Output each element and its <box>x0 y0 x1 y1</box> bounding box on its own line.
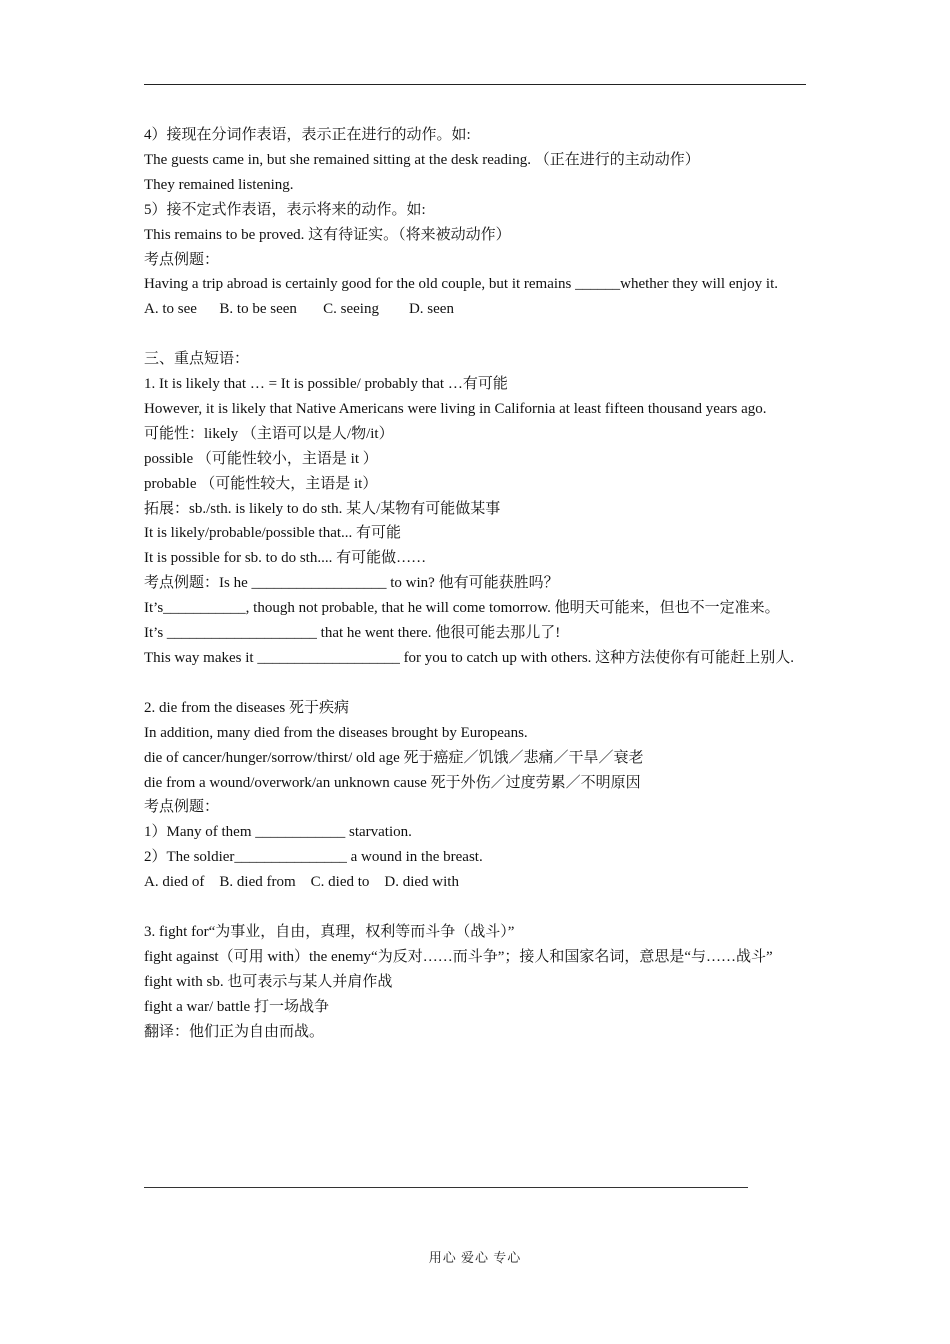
text-line: A. died of B. died from C. died to D. died with <box>144 874 459 891</box>
header-rule <box>144 84 806 85</box>
text-line: possible （可能性较小，主语是 it ） <box>144 450 378 467</box>
text-line: This remains to be proved. 这有待证实。（将来被动动作） <box>144 226 511 243</box>
blank-line <box>144 671 806 696</box>
text-line: It’s___________, though not probable, that he will come tomorrow. 他明天可能来，但也不一定准来。 <box>144 600 780 617</box>
text-line: die of cancer/hunger/sorrow/thirst/ old age 死于癌症／饥饿／悲痛／干旱／衰老 <box>144 749 644 766</box>
blank-line <box>144 322 806 347</box>
text-line: 4）接现在分词作表语，表示正在进行的动作。如: <box>144 127 471 143</box>
text-line: probable （可能性较大，主语是 it） <box>144 475 378 492</box>
text-line: In addition, many died from the diseases brought by Europeans. <box>144 724 528 741</box>
text-line: 1）Many of them ____________ starvation. <box>144 824 412 841</box>
text-line: 1. It is likely that … = It is possible/ probably that …有可能 <box>144 376 508 393</box>
page-footer: 用心 爱心 专心 <box>428 1250 522 1265</box>
text-line: 翻译：他们正为自由而战。 <box>144 1023 325 1040</box>
text-line: The guests came in, but she remained sitting at the desk reading. （正在进行的主动动作） <box>144 151 700 168</box>
text-line: However, it is likely that Native Americans were living in California at least fifteen thousand years ago. <box>144 400 767 417</box>
text-line: 可能性：likely （主语可以是人/物/it） <box>144 425 394 442</box>
section-heading: 三、重点短语： <box>144 351 250 368</box>
text-line: 3. fight for“为事业，自由，真理，权利等而斗争（战斗）” <box>144 923 515 940</box>
text-line: A. to see B. to be seen C. seeing D. seen <box>144 301 454 318</box>
text-line: They remained listening. <box>144 176 294 193</box>
text-line: This way makes it ___________________ for you to catch up with others. 这种方法使你有可能赶上别人. <box>144 650 794 667</box>
text-line: fight a war/ battle 打一场战争 <box>144 998 329 1015</box>
text-line: 考点例题： <box>144 251 220 268</box>
text-line: fight against（可用 with）the enemy“为反对……而斗争”；接人和国家名词，意思是“与……战斗” <box>144 948 773 965</box>
text-line: 2）The soldier_______________ a wound in the breast. <box>144 849 483 866</box>
text-line: fight with sb. 也可表示与某人并肩作战 <box>144 973 393 990</box>
text-line: It is likely/probable/possible that... 有可能 <box>144 525 402 542</box>
text-line: 考点例题： <box>144 799 220 816</box>
text-line: 2. die from the diseases 死于疾病 <box>144 699 349 716</box>
document-body <box>144 123 806 1044</box>
text-line: It is possible for sb. to do sth.... 有可能做…… <box>144 550 427 567</box>
blank-line <box>144 895 806 920</box>
text-line: Having a trip abroad is certainly good for the old couple, but it remains ______whether they will enjoy it. <box>144 276 779 293</box>
text-line: 考点例题：Is he __________________ to win? 他有可能获胜吗？ <box>144 575 559 592</box>
answer-line <box>144 1187 748 1188</box>
text-line: die from a wound/overwork/an unknown cause 死于外伤／过度劳累／不明原因 <box>144 774 641 791</box>
text-line: 5）接不定式作表语，表示将来的动作。如: <box>144 201 426 218</box>
text-line: It’s ____________________ that he went there. 他很可能去那儿了! <box>144 625 561 642</box>
text-line: 拓展：sb./sth. is likely to do sth. 某人/某物有可能做某事 <box>144 500 501 517</box>
